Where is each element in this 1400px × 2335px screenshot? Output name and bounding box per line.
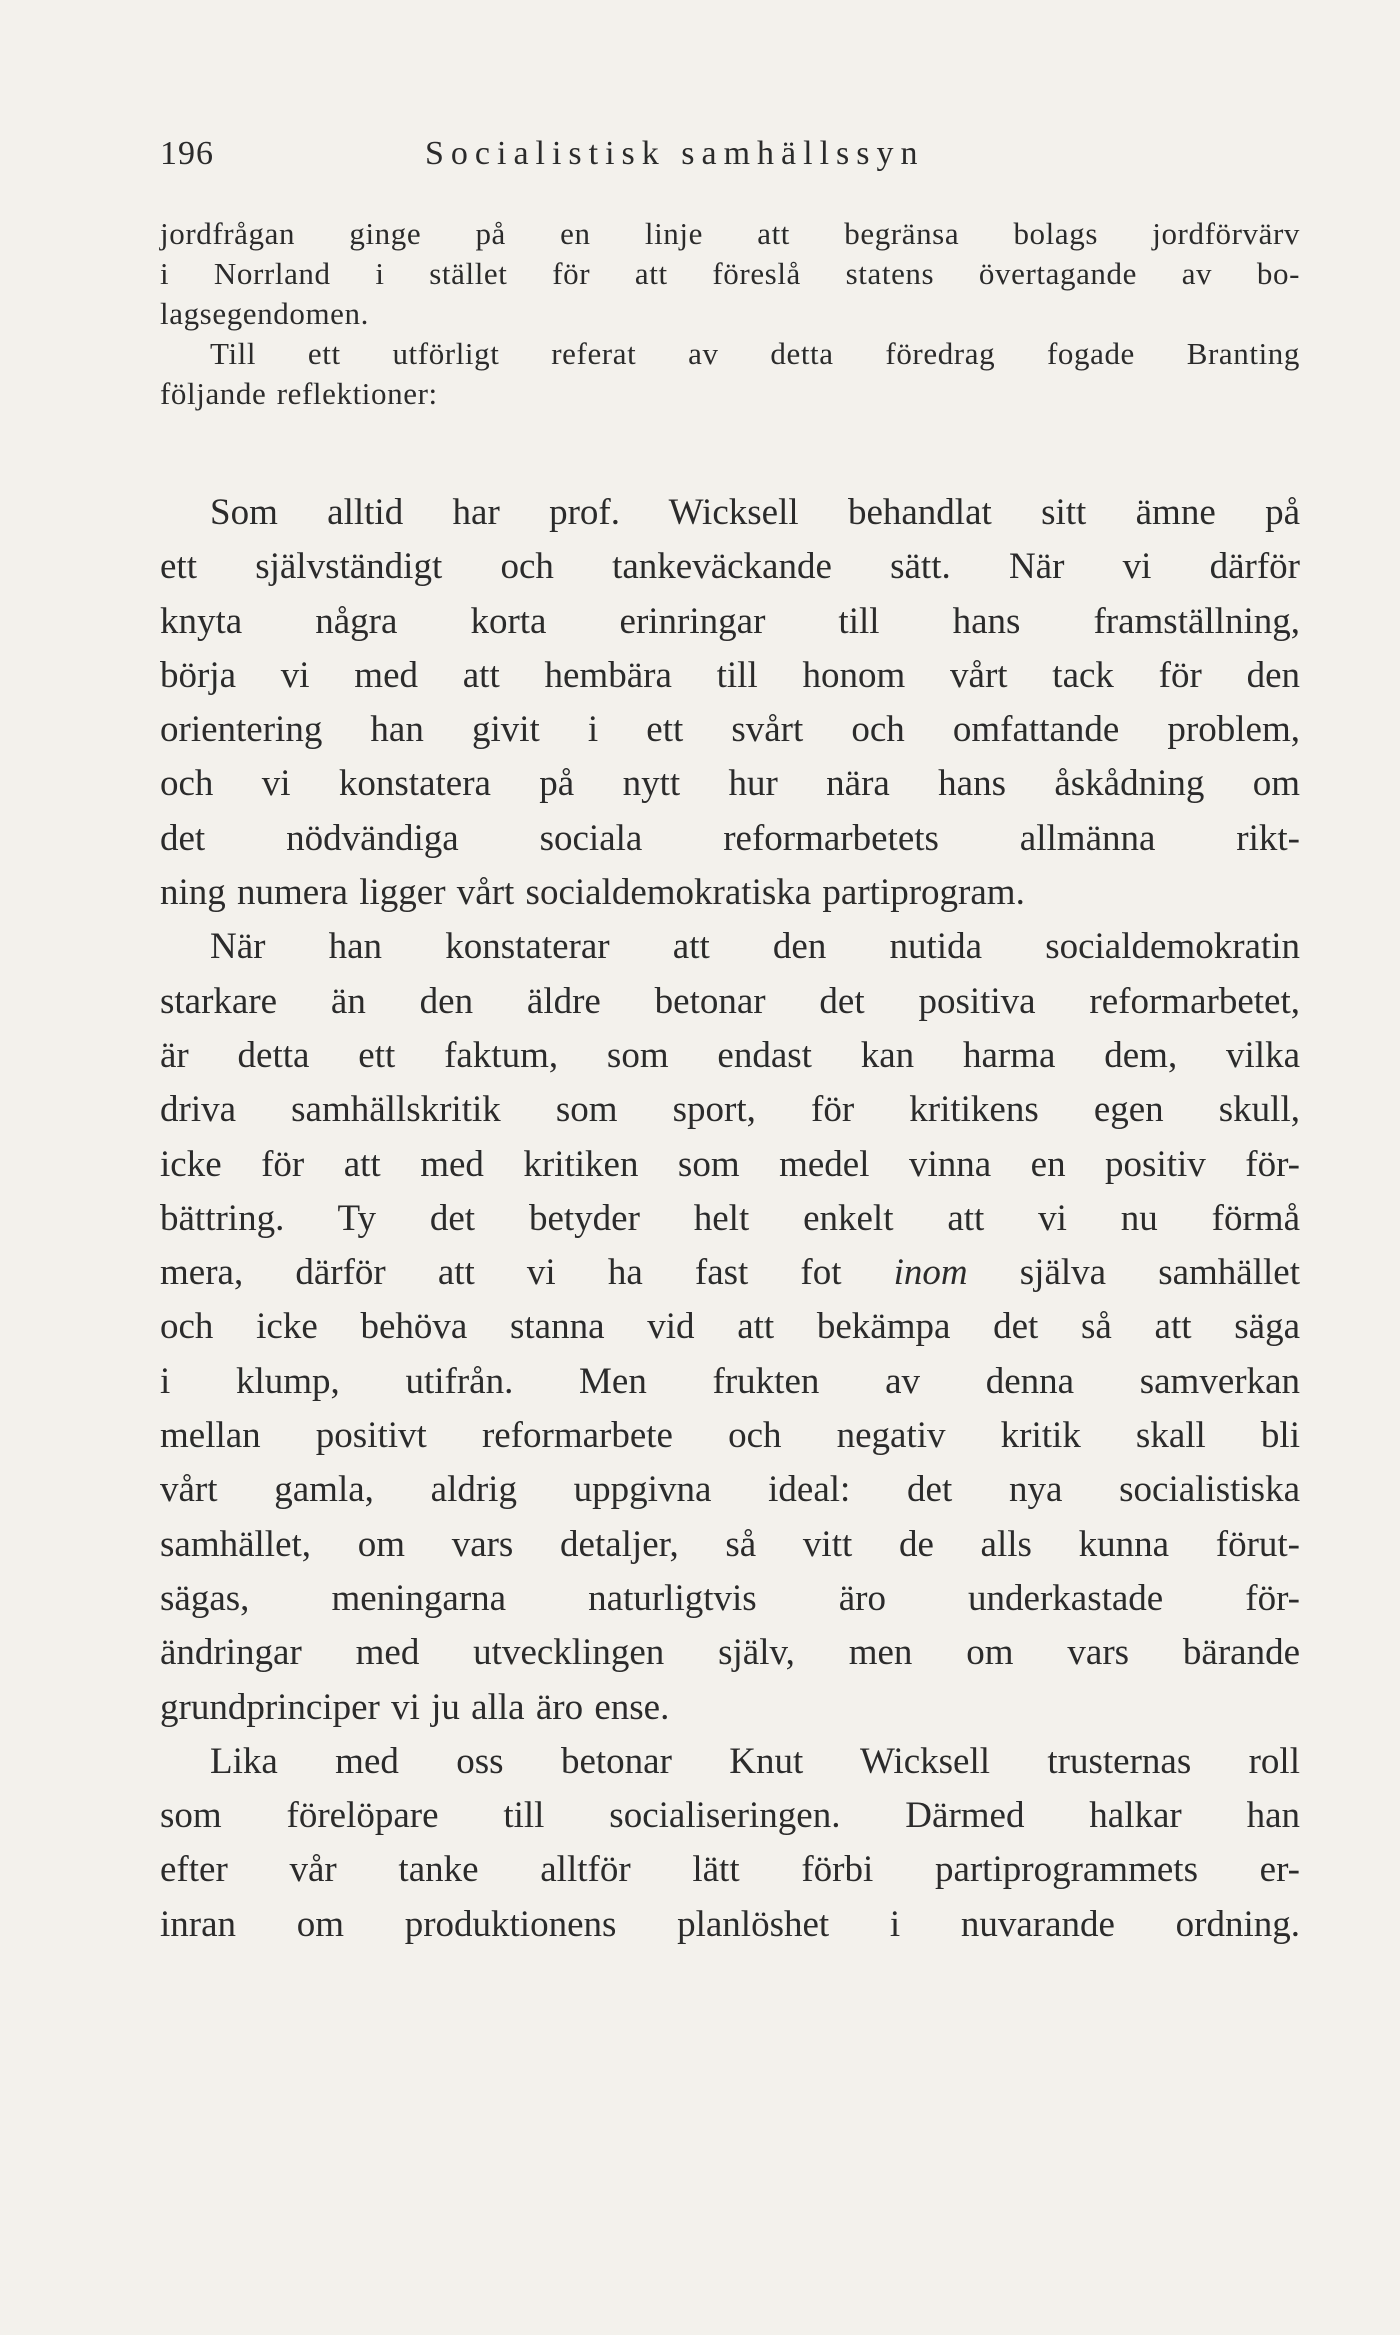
quote-line: samhället, om vars detaljer, så vitt de alls kunna förut-	[160, 1523, 1300, 1565]
quote-line: inran om produktionens planlöshet i nuvarande ordning.	[160, 1903, 1300, 1945]
quote-line: och icke behöva stanna vid att bekämpa det så att säga	[160, 1306, 1300, 1348]
quote-line: börja vi med att hembära till honom vårt tack för den	[160, 654, 1300, 696]
quote-line: i klump, utifrån. Men frukten av denna samverkan	[160, 1360, 1300, 1402]
intro-line: i Norrland i stället för att föreslå statens övertagande av bo-	[160, 256, 1300, 291]
quote-line: starkare än den äldre betonar det positiva reformarbetet,	[160, 980, 1300, 1022]
quote-line: det nödvändiga sociala reformarbetets allmänna rikt-	[160, 817, 1300, 859]
quote-line: efter vår tanke alltför lätt förbi partiprogrammets er-	[160, 1849, 1300, 1891]
quote-line-with-emphasis	[160, 1246, 1300, 1300]
intro-paragraphs	[160, 214, 1300, 414]
intro-line: följande reflektioner:	[160, 376, 438, 411]
quote-line: vårt gamla, aldrig uppgivna ideal: det nya socialistiska	[160, 1469, 1300, 1511]
quote-line: orientering han givit i ett svårt och omfattande problem,	[160, 709, 1300, 751]
intro-line: Till ett utförligt referat av detta föredrag fogade Branting	[210, 336, 1300, 371]
intro-line: jordfrågan ginge på en linje att begränsa bolags jordförvärv	[160, 216, 1300, 251]
quote-line: sägas, meningarna naturligtvis äro underkastade för-	[160, 1577, 1300, 1619]
running-title: Socialistisk samhällssyn	[425, 135, 925, 172]
quote-line: grundprinciper vi ju alla äro ense.	[160, 1686, 670, 1728]
running-head	[160, 135, 1300, 185]
quote-line: mellan positivt reformarbete och negativ kritik skall bli	[160, 1415, 1300, 1457]
quote-line: är detta ett faktum, som endast kan harma dem, vilka	[160, 1034, 1300, 1076]
quote-line: ändringar med utvecklingen själv, men om vars bärande	[160, 1632, 1300, 1674]
quote-line: och vi konstatera på nytt hur nära hans åskådning om	[160, 763, 1300, 805]
quote-line: Lika med oss betonar Knut Wicksell trusternas roll	[210, 1740, 1300, 1782]
quote-line: Som alltid har prof. Wicksell behandlat sitt ämne på	[210, 492, 1300, 533]
quote-text: själva samhället	[967, 1252, 1300, 1294]
quote-line: ett självständigt och tankeväckande sätt. När vi därför	[160, 546, 1300, 588]
quote-line: icke för att med kritiken som medel vinna en positiv för-	[160, 1143, 1300, 1185]
emphasized-word: inom	[893, 1252, 968, 1294]
quote-line: som förelöpare till socialiseringen. Därmed halkar han	[160, 1795, 1300, 1837]
quote-line: driva samhällskritik som sport, för kritikens egen skull,	[160, 1089, 1300, 1131]
quote-line: bättring. Ty det betyder helt enkelt att vi nu förmå	[160, 1197, 1300, 1239]
quote-text: mera, därför att vi ha fast fot	[160, 1252, 894, 1294]
quote-line: ning numera ligger vårt socialdemokratiska partiprogram.	[160, 872, 1025, 914]
quoted-passage	[160, 486, 1300, 1952]
intro-line: lagsegendomen.	[160, 296, 369, 331]
quote-line: knyta några korta erinringar till hans framställning,	[160, 600, 1300, 642]
page-number: 196	[160, 135, 214, 172]
quote-line: När han konstaterar att den nutida socialdemokratin	[210, 926, 1300, 968]
